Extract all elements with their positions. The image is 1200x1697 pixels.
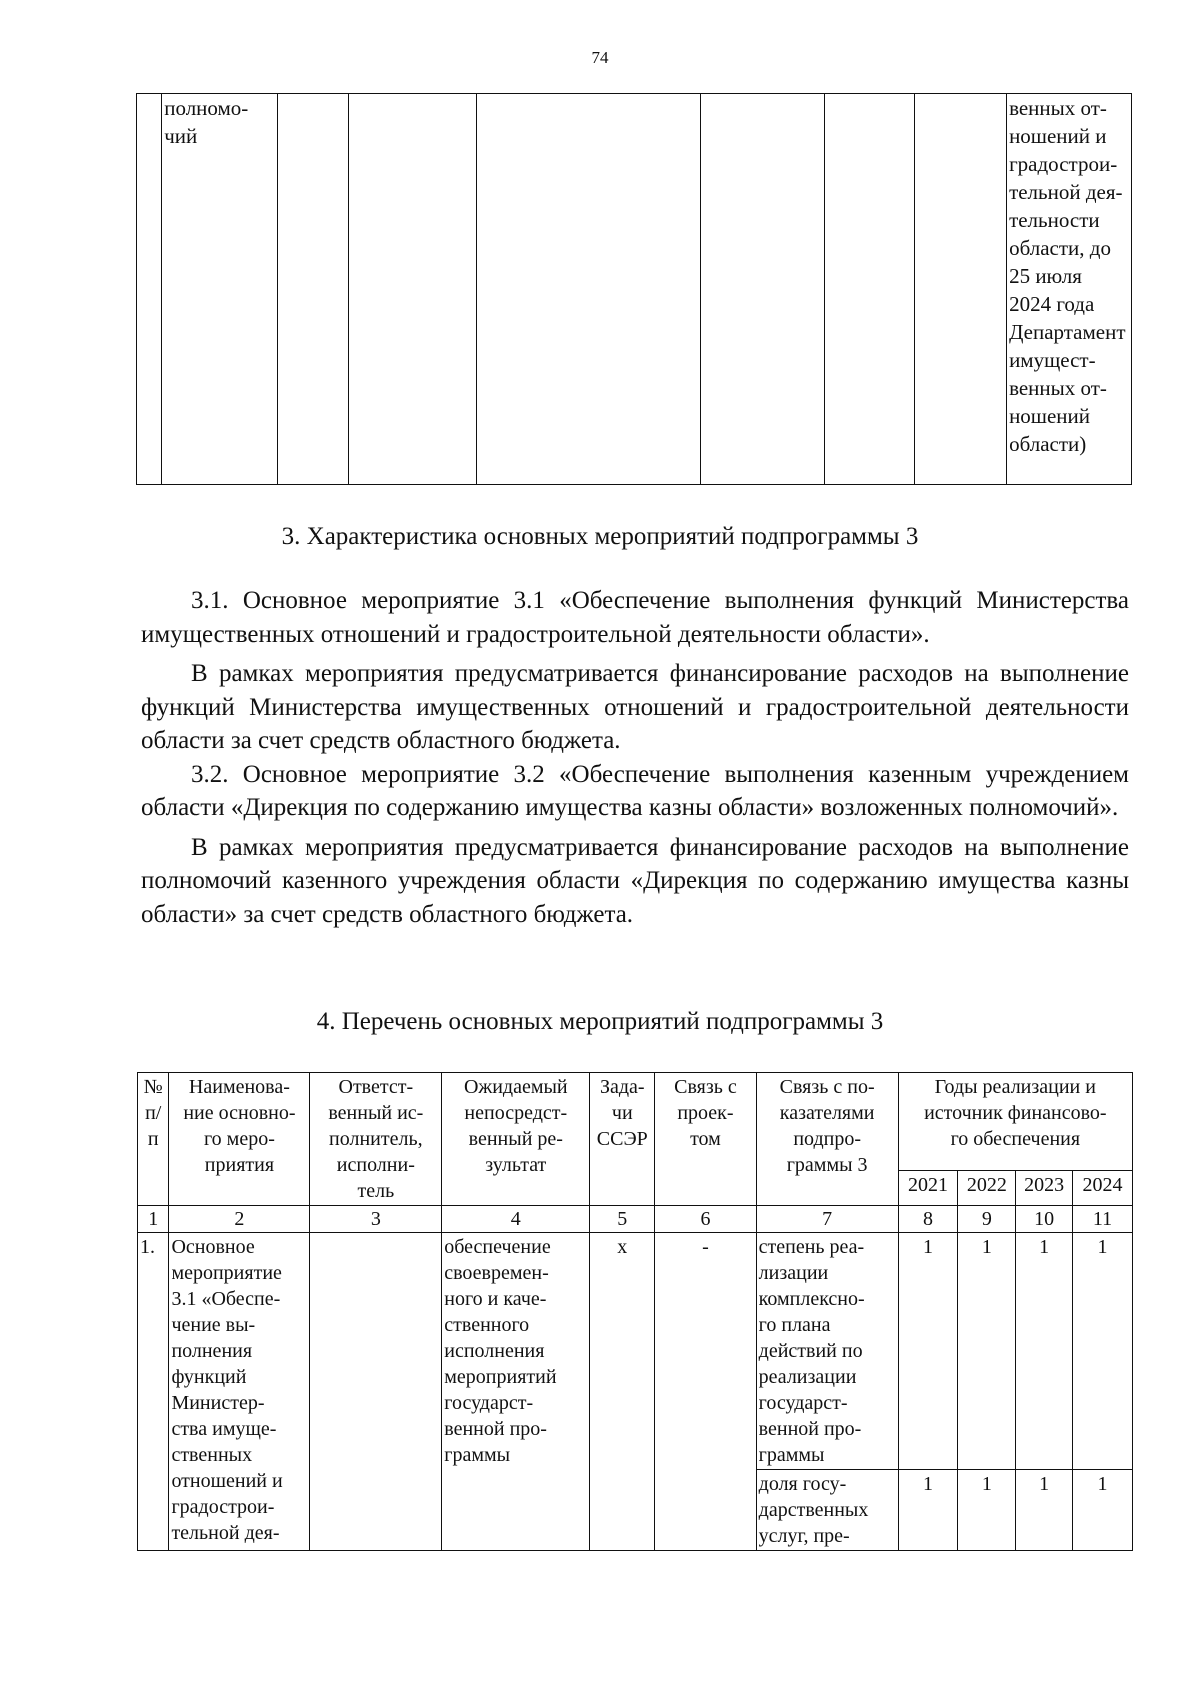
text-line: ношений и [1009,124,1107,148]
col-num: 7 [756,1206,898,1233]
indicator-1-value: 1 [958,1233,1016,1470]
text-line: подпро- [793,1128,861,1150]
header-project [655,1073,756,1206]
text-line: Министер- [171,1392,265,1414]
cell-name-continued [162,94,278,485]
text-line: полномо- [164,96,249,120]
table-row [138,1233,1133,1470]
responsible-continued-lines [1009,94,1129,458]
col-num: 3 [310,1206,442,1233]
text-line: го плана [758,1314,831,1336]
text-line: реализации [758,1366,857,1388]
text-line: венный ис- [328,1102,424,1124]
text-line: полнения [171,1340,253,1362]
text-line: Ответст- [338,1076,414,1098]
text-line: функций [171,1366,247,1388]
text-line: чий [164,124,198,148]
text-line: ства имуще- [171,1418,277,1440]
indicator-2-value: 1 [1016,1470,1073,1551]
text-line: непосредст- [464,1102,568,1124]
text-line: чи [611,1102,633,1124]
text-line: венный ре- [468,1128,563,1150]
text-line: чение вы- [171,1314,256,1336]
header-name [169,1073,310,1206]
text-line: Наименова- [188,1076,290,1098]
text-line: венной про- [444,1418,547,1440]
text-line: лизации [758,1262,829,1284]
text-line: Департамент [1009,320,1126,344]
text-line: комплексно- [758,1288,865,1310]
indicator-1-value: 1 [898,1233,958,1470]
text-line: ного и каче- [444,1288,547,1310]
text-line: граммы 3 [786,1154,868,1176]
text-line: том [690,1128,721,1150]
text-line: го меро- [203,1128,275,1150]
col-num: 8 [898,1206,958,1233]
text-line: исполнения [444,1340,545,1362]
text-line: приятия [204,1154,275,1176]
text-line: 25 июля [1009,264,1082,288]
text-line: проек- [677,1102,734,1124]
measures-table [137,1072,1133,1551]
text-line: венной про- [758,1418,862,1440]
col-num: 11 [1073,1206,1133,1233]
text-line: п/ [145,1102,162,1124]
text-line: № [143,1076,163,1098]
text-line: действий по [758,1340,863,1362]
text-line: Связь с по- [779,1076,875,1098]
text-line: тельной дея- [171,1522,280,1544]
text-line: обеспечение [444,1236,551,1258]
text-line: венных от- [1009,376,1107,400]
col-num: 4 [442,1206,590,1233]
text-line: своевремен- [444,1262,549,1284]
text-line: граммы [444,1444,511,1466]
text-line: имущест- [1009,348,1096,372]
indicator-2-value: 1 [898,1470,958,1551]
paragraph-3-2: 3.2. Основное мероприятие 3.2 «Обеспечение выполнения казенным учреждением области «Дирекция по содержанию имущества казны области» возложенных полномочий». [141,760,1129,821]
indicator-2-value: 1 [1073,1470,1133,1551]
text-line: исполни- [336,1154,415,1176]
row-tasks: x [590,1233,655,1551]
paragraph-3-1: 3.1. Основное мероприятие 3.1 «Обеспечение выполнения функций Министерства имущественных отношений и градостроительной деятельности области». [141,587,1129,648]
text-line: градострои- [171,1496,275,1518]
column-numbers-row [138,1206,1133,1233]
row-indicator-2 [756,1470,898,1551]
col-num: 2 [169,1206,310,1233]
year-2024: 2024 [1073,1170,1133,1205]
paragraph-3-2-desc: В рамках мероприятия предусматривается финансирование расходов на выполнение полномочий казенного учреждения области «Дирекция по содержанию имущества казны области» за счет средств областного бюджета. [141,833,1129,928]
paragraph-3-1-desc: В рамках мероприятия предусматривается финансирование расходов на выполнение функций Министерства имущественных отношений и градостроительной деятельности области за счет средств областного бюджета. [141,660,1129,754]
header-row [138,1073,1133,1171]
text-line: отношений и [171,1470,283,1492]
header-no [138,1073,169,1206]
text-line: Основное [171,1236,255,1258]
header-indicators [756,1073,898,1206]
row-project: - [655,1233,756,1551]
indicator-2-value: 1 [958,1470,1016,1551]
text-line: ственного [444,1314,530,1336]
text-line: зультат [485,1154,547,1176]
cell-responsible-continued [1007,94,1132,485]
text-line: степень реа- [758,1236,865,1258]
text-line: граммы [758,1444,825,1466]
continued-table [136,93,1132,485]
indicator-1-value: 1 [1016,1233,1073,1470]
header-result [442,1073,590,1206]
year-2021: 2021 [898,1170,958,1205]
col-num: 1 [138,1206,169,1233]
text-line: полнитель, [329,1128,423,1150]
section3-title: 3. Характеристика основных мероприятий подпрограммы 3 [281,523,919,550]
text-line: венных от- [1009,96,1107,120]
text-line: государст- [444,1392,534,1414]
indicator-1-value: 1 [1073,1233,1133,1470]
text-line: го обеспечения [950,1128,1081,1150]
text-line: мероприятий [444,1366,557,1388]
text-line: 3.1 «Обеспе- [171,1288,281,1310]
col-num: 6 [655,1206,756,1233]
row-indicator-1 [756,1233,898,1470]
row-result [442,1233,590,1551]
text-line: ние основно- [183,1102,296,1124]
section4-title: 4. Перечень основных мероприятий подпрограммы 3 [316,1008,884,1035]
text-line: Ожидаемый [463,1076,568,1098]
text-line: дарственных [758,1499,869,1521]
header-years-group [898,1073,1132,1171]
text-line: градострои- [1009,152,1118,176]
text-line: тельной дея- [1009,180,1123,204]
col-num: 9 [958,1206,1016,1233]
text-line: услуг, пре- [758,1525,850,1547]
year-2022: 2022 [958,1170,1016,1205]
text-line: п [147,1128,159,1150]
text-line: ственных [171,1444,253,1466]
text-line: области) [1009,432,1087,456]
text-line: 2024 года [1009,292,1095,316]
name-continued-lines [164,94,275,150]
header-tasks [590,1073,655,1206]
text-line: ССЭР [596,1128,648,1150]
text-line: Связь с [674,1076,737,1098]
text-line: казателями [779,1102,875,1124]
text-line: области, до [1009,236,1111,260]
text-line: тель [357,1180,395,1202]
header-responsible [310,1073,442,1206]
text-line: Годы реализации и [934,1076,1096,1098]
text-line: государст- [758,1392,848,1414]
year-2023: 2023 [1016,1170,1073,1205]
text-line: доля госу- [758,1473,847,1495]
row-name [169,1233,310,1551]
page-number: 74 [591,48,609,67]
text-line: ношений [1009,404,1091,428]
row-no: 1. [138,1233,169,1551]
col-num: 5 [590,1206,655,1233]
text-line: источник финансово- [924,1102,1107,1124]
col-num: 10 [1016,1206,1073,1233]
text-line: тельности [1009,208,1100,232]
section3-body [141,584,1129,931]
text-line: мероприятие [171,1262,282,1284]
text-line: Зада- [599,1076,645,1098]
row-responsible [310,1233,442,1551]
